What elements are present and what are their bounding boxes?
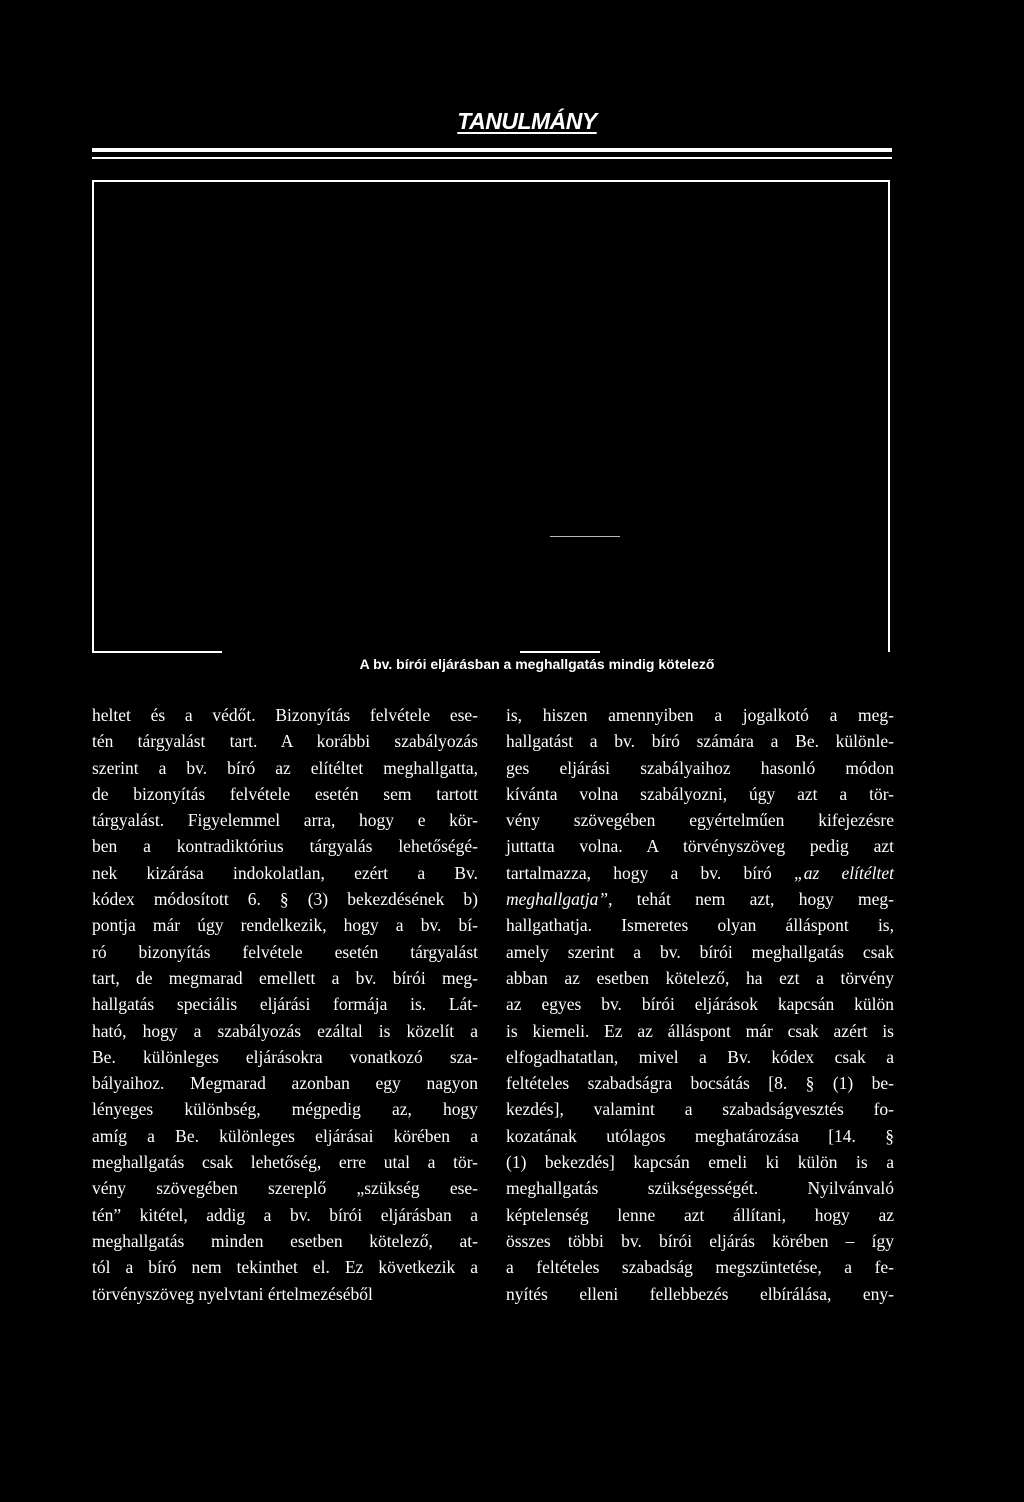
text-line: ben a kontradiktórius tárgyalás lehetőségé- — [92, 836, 478, 857]
quote-open: „ — [793, 862, 804, 883]
text-line: meghallgatás minden esetben kötelező, at- — [92, 1230, 478, 1251]
text-line: kozatának utólagos meghatározása [14. § — [506, 1125, 894, 1146]
text-line: törvényszöveg nyelvtani értelmezéséből — [92, 1283, 373, 1304]
text-line: (1) bekezdés] kapcsán emeli ki külön is a — [506, 1152, 894, 1173]
photo-frame-bottom-left — [92, 651, 222, 653]
text-line: a feltételes szabadság megszüntetése, a fe- — [506, 1257, 894, 1278]
text-line: amely szerint a bv. bírói meghallgatás csak — [506, 941, 894, 962]
italic-fragment: meghallgatja — [506, 889, 599, 910]
text-line: vény szövegében egyértelműen kifejezésre — [506, 810, 894, 831]
text-column-left — [92, 702, 478, 1307]
text-line: abban az esetben kötelező, ha ezt a törvény — [506, 967, 894, 988]
header-rule-thick — [92, 148, 892, 152]
text-line: amíg a Be. különleges eljárásai körében a — [92, 1125, 478, 1146]
text-line: heltet és a védőt. Bizonyítás felvétele ese- — [92, 705, 478, 725]
text-line — [506, 860, 894, 886]
text-line: tárgyalást. Figyelemmel arra, hogy e kör- — [92, 810, 478, 831]
text-line: kívánta volna szabályozni, úgy azt a tör- — [506, 783, 894, 804]
text-line: hallgathatja. Ismeretes olyan álláspont is, — [506, 915, 894, 936]
photo-frame — [92, 180, 890, 652]
text-line: pontja már úgy rendelkezik, hogy a bv. bí- — [92, 915, 478, 936]
text-line: meghallgatás szükségességét. Nyilvánvaló — [506, 1178, 894, 1199]
text-line: ható, hogy a szabályozás ezáltal is közelít a — [92, 1020, 478, 1041]
text-fragment: tartalmazza, hogy a bv. bíró — [506, 862, 772, 883]
text-line: tén” kitétel, addig a bv. bírói eljárásban a — [92, 1204, 478, 1225]
text-line: feltételes szabadságra bocsátás [8. § (1) be- — [506, 1073, 894, 1094]
text-line: nyítés elleni fellebbezés elbírálása, eny- — [506, 1283, 894, 1304]
text-line: juttatta volna. A törvényszöveg pedig azt — [506, 836, 894, 857]
text-line — [506, 886, 894, 912]
text-line: hallgatást a bv. bíró számára a Be. különle- — [506, 731, 894, 752]
text-line: ró bizonyítás felvétele esetén tárgyalást — [92, 941, 478, 962]
italic-fragment: az elítéltet — [803, 862, 895, 883]
text-line: tén tárgyalást tart. A korábbi szabályozás — [92, 731, 478, 752]
text-line: de bizonyítás felvétele esetén sem tartott — [92, 783, 478, 804]
text-line: szerint a bv. bíró az elítéltet meghallgatta, — [92, 757, 478, 778]
text-line: tól a bíró nem tekinthet el. Ez következik a — [92, 1257, 478, 1278]
text-line: kódex módosított 6. § (3) bekezdésének b) — [92, 889, 478, 910]
photo-detail-mark — [550, 536, 620, 537]
text-line: ges eljárási szabályaihoz hasonló módon — [506, 757, 894, 778]
text-line: bályaihoz. Megmarad azonban egy nagyon — [92, 1073, 478, 1094]
text-line: Be. különleges eljárásokra vonatkozó sza- — [92, 1046, 478, 1067]
figure-caption: A bv. bírói eljárásban a meghallgatás mindig kötelező — [359, 656, 715, 672]
text-column-right — [506, 702, 894, 1307]
text-line: képtelenség lenne azt állítani, hogy az — [506, 1204, 894, 1225]
text-line: nek kizárása indokolatlan, ezért a Bv. — [92, 862, 478, 883]
text-line: lényeges különbség, mégpedig az, hogy — [92, 1099, 478, 1120]
text-fragment: , tehát nem azt, hogy meg- — [608, 889, 894, 910]
text-line: hallgatás speciális eljárási formája is. Lát- — [92, 994, 478, 1015]
text-line: kezdés], valamint a szabadságvesztés fo- — [506, 1099, 894, 1120]
text-line: is, hiszen amennyiben a jogalkotó a meg- — [506, 705, 894, 725]
text-line: összes többi bv. bírói eljárás körében – így — [506, 1230, 894, 1251]
photo-frame-bottom-right — [520, 651, 600, 653]
header-title: TANULMÁNY — [457, 108, 597, 134]
text-line: az egyes bv. bírói eljárások kapcsán külön — [506, 994, 894, 1015]
text-line: meghallgatás csak lehetőség, erre utal a tör- — [92, 1152, 478, 1173]
text-line: tart, de megmarad emellett a bv. bírói meg- — [92, 967, 478, 988]
text-line: elfogadhatatlan, mivel a Bv. kódex csak a — [506, 1046, 894, 1067]
text-line: vény szövegében szereplő „szükség ese- — [92, 1178, 478, 1199]
text-line: is kiemeli. Ez az álláspont már csak azért is — [506, 1020, 894, 1041]
header-rule-thin — [92, 157, 892, 159]
quote-close: ” — [598, 889, 609, 910]
